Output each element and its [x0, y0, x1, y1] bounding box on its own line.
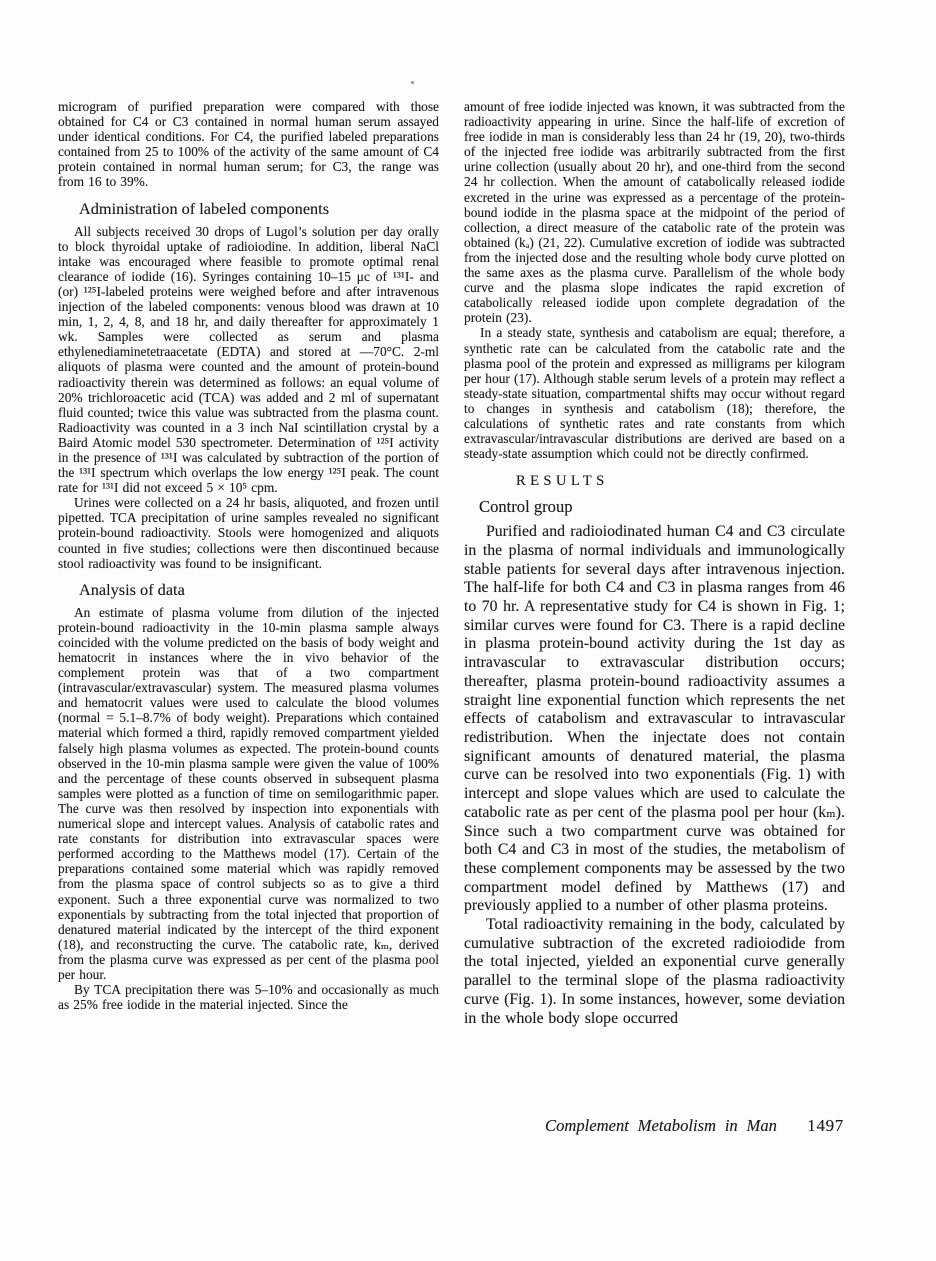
right-column [464, 99, 845, 1113]
continuation-paragraph-1: amount of free iodide injected was known, it was subtracted from the radioactivity appearing in urine. Since the half-life of excretion of free iodide in man is considerably less than 24 hr (19, 20), two-thirds of the injected free iodide was arbitrarily subtracted from the first urine collection (usually about 20 hr), and one-third from the second 24 hr collection. When the amount of catabolically released iodide excreted in the urine was expressed as a percentage of the protein-bound iodide in the plasma space at the midpoint of the period of collection, a direct measure of the catabolic rate of the protein was obtained (kₐ) (21, 22). Cumulative excretion of iodide was subtracted from the injected dose and the resulting whole body curve plotted on the same axes as the plasma curve. Parallelism of the whole body curve and the plasma slope indicates the rapid excretion of catabolically released iodide upon complete degradation of the protein (23). [464, 99, 845, 326]
administration-paragraph-1: All subjects received 30 drops of Lugol’s solution per day orally to block thyroidal uptake of radioiodine. In addition, liberal NaCl intake was encouraged where feasible to promote optimal renal clearance of iodide (16). Syringes containing 10–15 μc of ¹³¹I- and (or) ¹²⁵I-labeled proteins were weighed before and after intravenous injection of the labeled components: venous blood was drawn at 10 min, 1, 2, 4, 8, and 18 hr, and daily thereafter for approximately 1 wk. Samples were collected as serum and plasma ethylenediaminetetraacetate (EDTA) and stored at —70°C. 2-ml aliquots of plasma were counted and the amount of protein-bound radioactivity therein was determined as follows: an equal volume of 20% trichloroacetic acid (TCA) was added and 2 ml of supernatant fluid counted; twice this value was subtracted from the plasma count. Radioactivity was counted in a 3 inch NaI scintillation crystal by a Baird Atomic model 530 spectrometer. Determination of ¹²⁵I activity in the presence of ¹³¹I was calculated by subtraction of the portion of the ¹³¹I spectrum which overlaps the low energy ¹²⁵I peak. The count rate for ¹³¹I did not exceed 5 × 10⁵ cpm. [58, 223, 439, 496]
page-footer [545, 1116, 844, 1136]
intro-paragraph: microgram of purified preparation were compared with those obtained for C4 or C3 contained in normal human serum assayed under identical conditions. For C4, the purified labeled preparations contained from 25 to 100% of the activity of the same amount of C4 protein contained in normal human serum; for C3, the range was from 16 to 39%. [58, 99, 439, 190]
running-title: Complement Metabolism in Man [545, 1116, 777, 1135]
heading-control-group: Control group [479, 497, 573, 517]
analysis-paragraph-1: An estimate of plasma volume from dilution of the injected protein-bound radioactivity in the 10-min plasma sample always coincided with the volume predicted on the basis of body weight and hematocrit in instances where the in vivo behavior of the complement protein was that of a two compartment (intravascular/extravascular) system. The measured plasma volumes and hematocrit values were used to calculate the blood volumes (normal = 5.1–8.7% of body weight). Preparations which contained material which formed a third, rapidly removed compartment yielded falsely high plasma volumes as expected. The protein-bound counts observed in the 10-min plasma sample were given the value of 100% and the percentage of these counts observed in subsequent plasma samples were plotted as a function of time on semilogarithmic paper. The curve was then resolved by inspection into exponentials with numerical slope and intercept values. Analysis of catabolic rates and rate constants for distribution into extravascular spaces were performed according to the Matthews model (17). Certain of the preparations contained some material which was rapidly removed from the plasma space of control subjects so as to give a third exponent. Such a three exponential curve was normalized to two exponentials by subtracting from the total injected that proportion of denatured material indicated by the intercept of the third exponent (18), and reconstructing the curve. The catabolic rate, kₘ, derived from the plasma curve was expressed as per cent of the plasma pool per hour. [58, 604, 439, 982]
continuation-paragraph-2: In a steady state, synthesis and catabolism are equal; therefore, a synthetic rate can be calculated from the catabolic rate and the plasma pool of the protein and expressed as milligrams per kilogram per hour (17). Although stable serum levels of a protein may reflect a steady-state situation, compartmental shifts may occur without regard to changes in synthesis and catabolism (18); therefore, the calculations of synthetic rates and rate constants from which extravascular/intravascular distributions are derived are based on a steady-state assumption which could not be directly confirmed. [464, 325, 845, 462]
administration-paragraph-2: Urines were collected on a 24 hr basis, aliquoted, and frozen until pipetted. TCA precipitation of urine samples revealed no significant protein-bound radioactivity. Stools were homogenized and aliquots counted in five studies; collections were then discontinued because stool radioactivity was found to be insignificant. [58, 495, 439, 571]
heading-analysis-of-data: Analysis of data [79, 579, 185, 599]
page-number: 1497 [807, 1116, 844, 1135]
heading-results: RESULTS [516, 473, 609, 490]
left-column [58, 99, 439, 1113]
analysis-paragraph-2: By TCA precipitation there was 5–10% and occasionally as much as 25% free iodide in the material injected. Since the [58, 982, 439, 1013]
control-group-paragraph-1: Purified and radioiodinated human C4 and C3 circulate in the plasma of normal individuals and immunologically stable patients for several days after intravenous injection. The half-life for both C4 and C3 in plasma ranges from 46 to 70 hr. A representative study for C4 is shown in Fig. 1; similar curves were found for C3. There is a rapid decline in plasma protein-bound activity during the 1st day as intravascular to extravascular distribution occurs; thereafter, plasma protein-bound radioactivity assumes a straight line exponential function which represents the net effects of catabolism and extravascular to intravascular redistribution. When the injectate does not contain significant amounts of denatured material, the plasma curve can be resolved into two exponentials (Fig. 1) with intercept and slope values which are used to calculate the catabolic rate as per cent of the plasma pool per hour (kₘ). Since such a two compartment curve was obtained for both C4 and C3 in most of the studies, the metabolism of these complement components may be assessed by the two compartment model defined by Matthews (17) and previously applied to a number of other plasma proteins. [464, 523, 845, 915]
control-group-paragraph-2: Total radioactivity remaining in the body, calculated by cumulative subtraction of the excreted radioiodide from the total injected, yielded an exponential curve generally parallel to the terminal slope of the plasma radioactivity curve (Fig. 1). In some instances, however, some deviation in the whole body slope occurred [464, 916, 845, 1027]
scan-artifact-dot [411, 81, 414, 84]
heading-administration: Administration of labeled components [79, 198, 330, 218]
